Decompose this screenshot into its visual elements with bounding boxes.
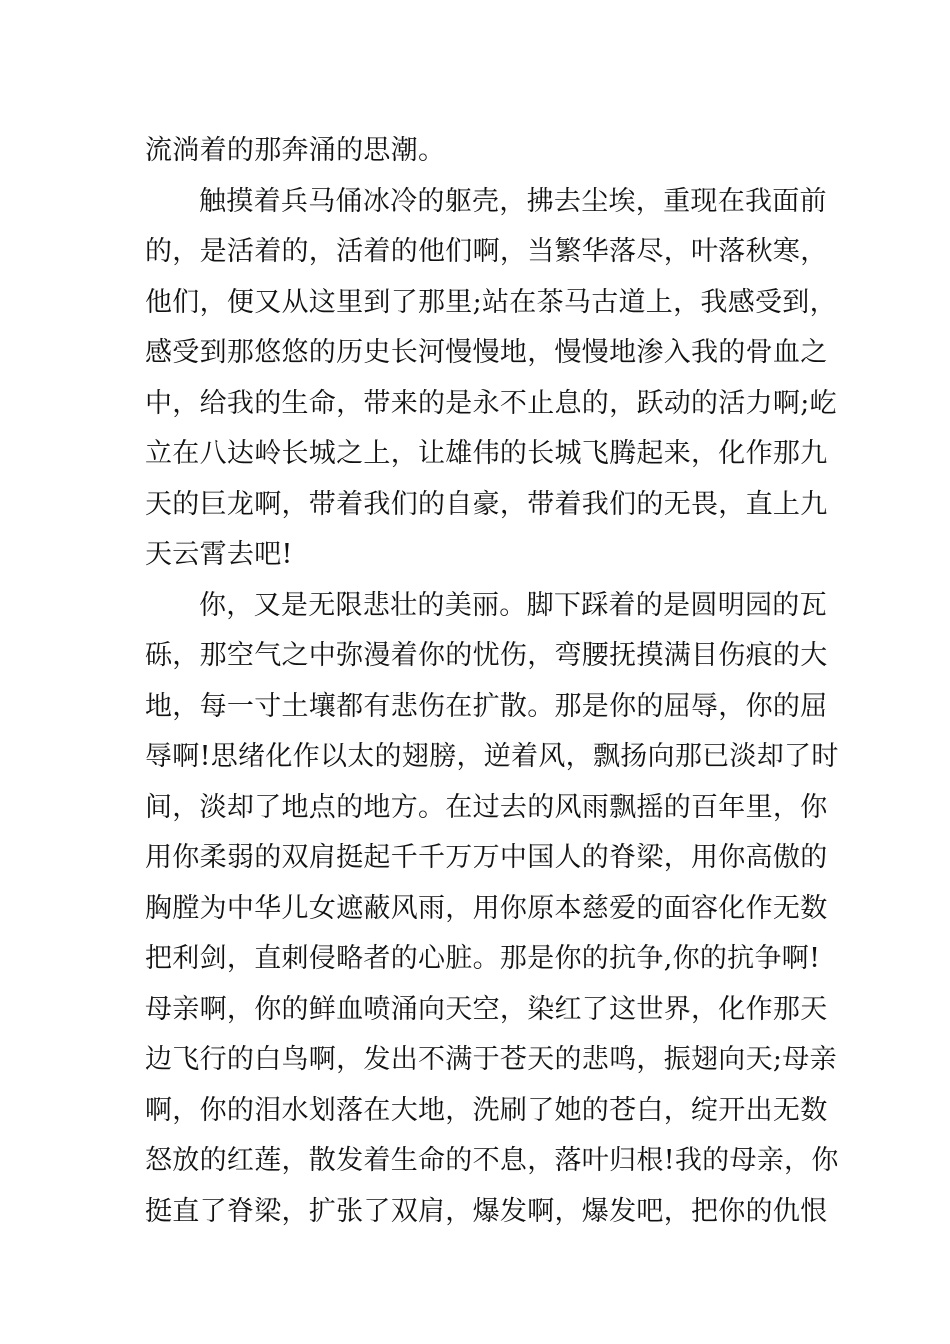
text-line: 感受到那悠悠的历史长河慢慢地，慢慢地渗入我的骨血之 bbox=[145, 337, 828, 368]
text-line: 流淌着的那奔涌的思潮。 bbox=[145, 135, 446, 166]
text-line: 天的巨龙啊，带着我们的自豪，带着我们的无畏，直上九 bbox=[145, 488, 828, 520]
text-line: 地，每一寸土壤都有悲伤在扩散。那是你的屈辱，你的屈 bbox=[145, 690, 828, 722]
text-line: 砾，那空气之中弥漫着你的忧伤，弯腰抚摸满目伤痕的大 bbox=[145, 640, 828, 671]
body-text bbox=[145, 126, 839, 1237]
text-line: 间，淡却了地点的地方。在过去的风雨飘摇的百年里，你 bbox=[145, 791, 828, 823]
paragraph-start-line: 触摸着兵马俑冰冷的躯壳，拂去尘埃，重现在我面前 bbox=[199, 185, 827, 217]
text-line: 中，给我的生命，带来的是永不止息的，跃动的活力啊;屹 bbox=[145, 387, 837, 419]
text-line: 用你柔弱的双肩挺起千千万万中国人的脊梁，用你高傲的 bbox=[145, 842, 828, 873]
text-line: 边飞行的白鸟啊，发出不满于苍天的悲鸣，振翅向天;母亲 bbox=[145, 1044, 837, 1075]
text-line: 母亲啊，你的鲜血喷涌向天空，染红了这世界，化作那天 bbox=[145, 993, 828, 1025]
text-line: 胸膛为中华儿女遮蔽风雨，用你原本慈爱的面容化作无数 bbox=[145, 892, 828, 924]
text-line: 他们，便又从这里到了那里;站在茶马古道上，我感受到， bbox=[145, 286, 837, 318]
text-line: 挺直了脊梁，扩张了双肩，爆发啊，爆发吧，把你的仇恨 bbox=[145, 1195, 828, 1227]
text-line: 天云霄去吧! bbox=[145, 539, 293, 570]
paragraph-start-line: 你，又是无限悲壮的美丽。脚下踩着的是圆明园的瓦 bbox=[199, 589, 827, 621]
text-line: 的，是活着的，活着的他们啊，当繁华落尽，叶落秋寒， bbox=[145, 236, 828, 267]
text-line: 把利剑，直刺侵略者的心脏。那是你的抗争,你的抗争啊! bbox=[145, 943, 821, 974]
text-line: 辱啊!思绪化作以太的翅膀，逆着风，飘扬向那已淡却了时 bbox=[145, 741, 839, 772]
text-line: 立在八达岭长城之上，让雄伟的长城飞腾起来，化作那九 bbox=[145, 438, 828, 469]
text-line: 啊，你的泪水划落在大地，洗刷了她的苍白，绽开出无数 bbox=[145, 1094, 828, 1126]
text-line: 怒放的红莲，散发着生命的不息，落叶归根!我的母亲，你 bbox=[145, 1145, 839, 1176]
